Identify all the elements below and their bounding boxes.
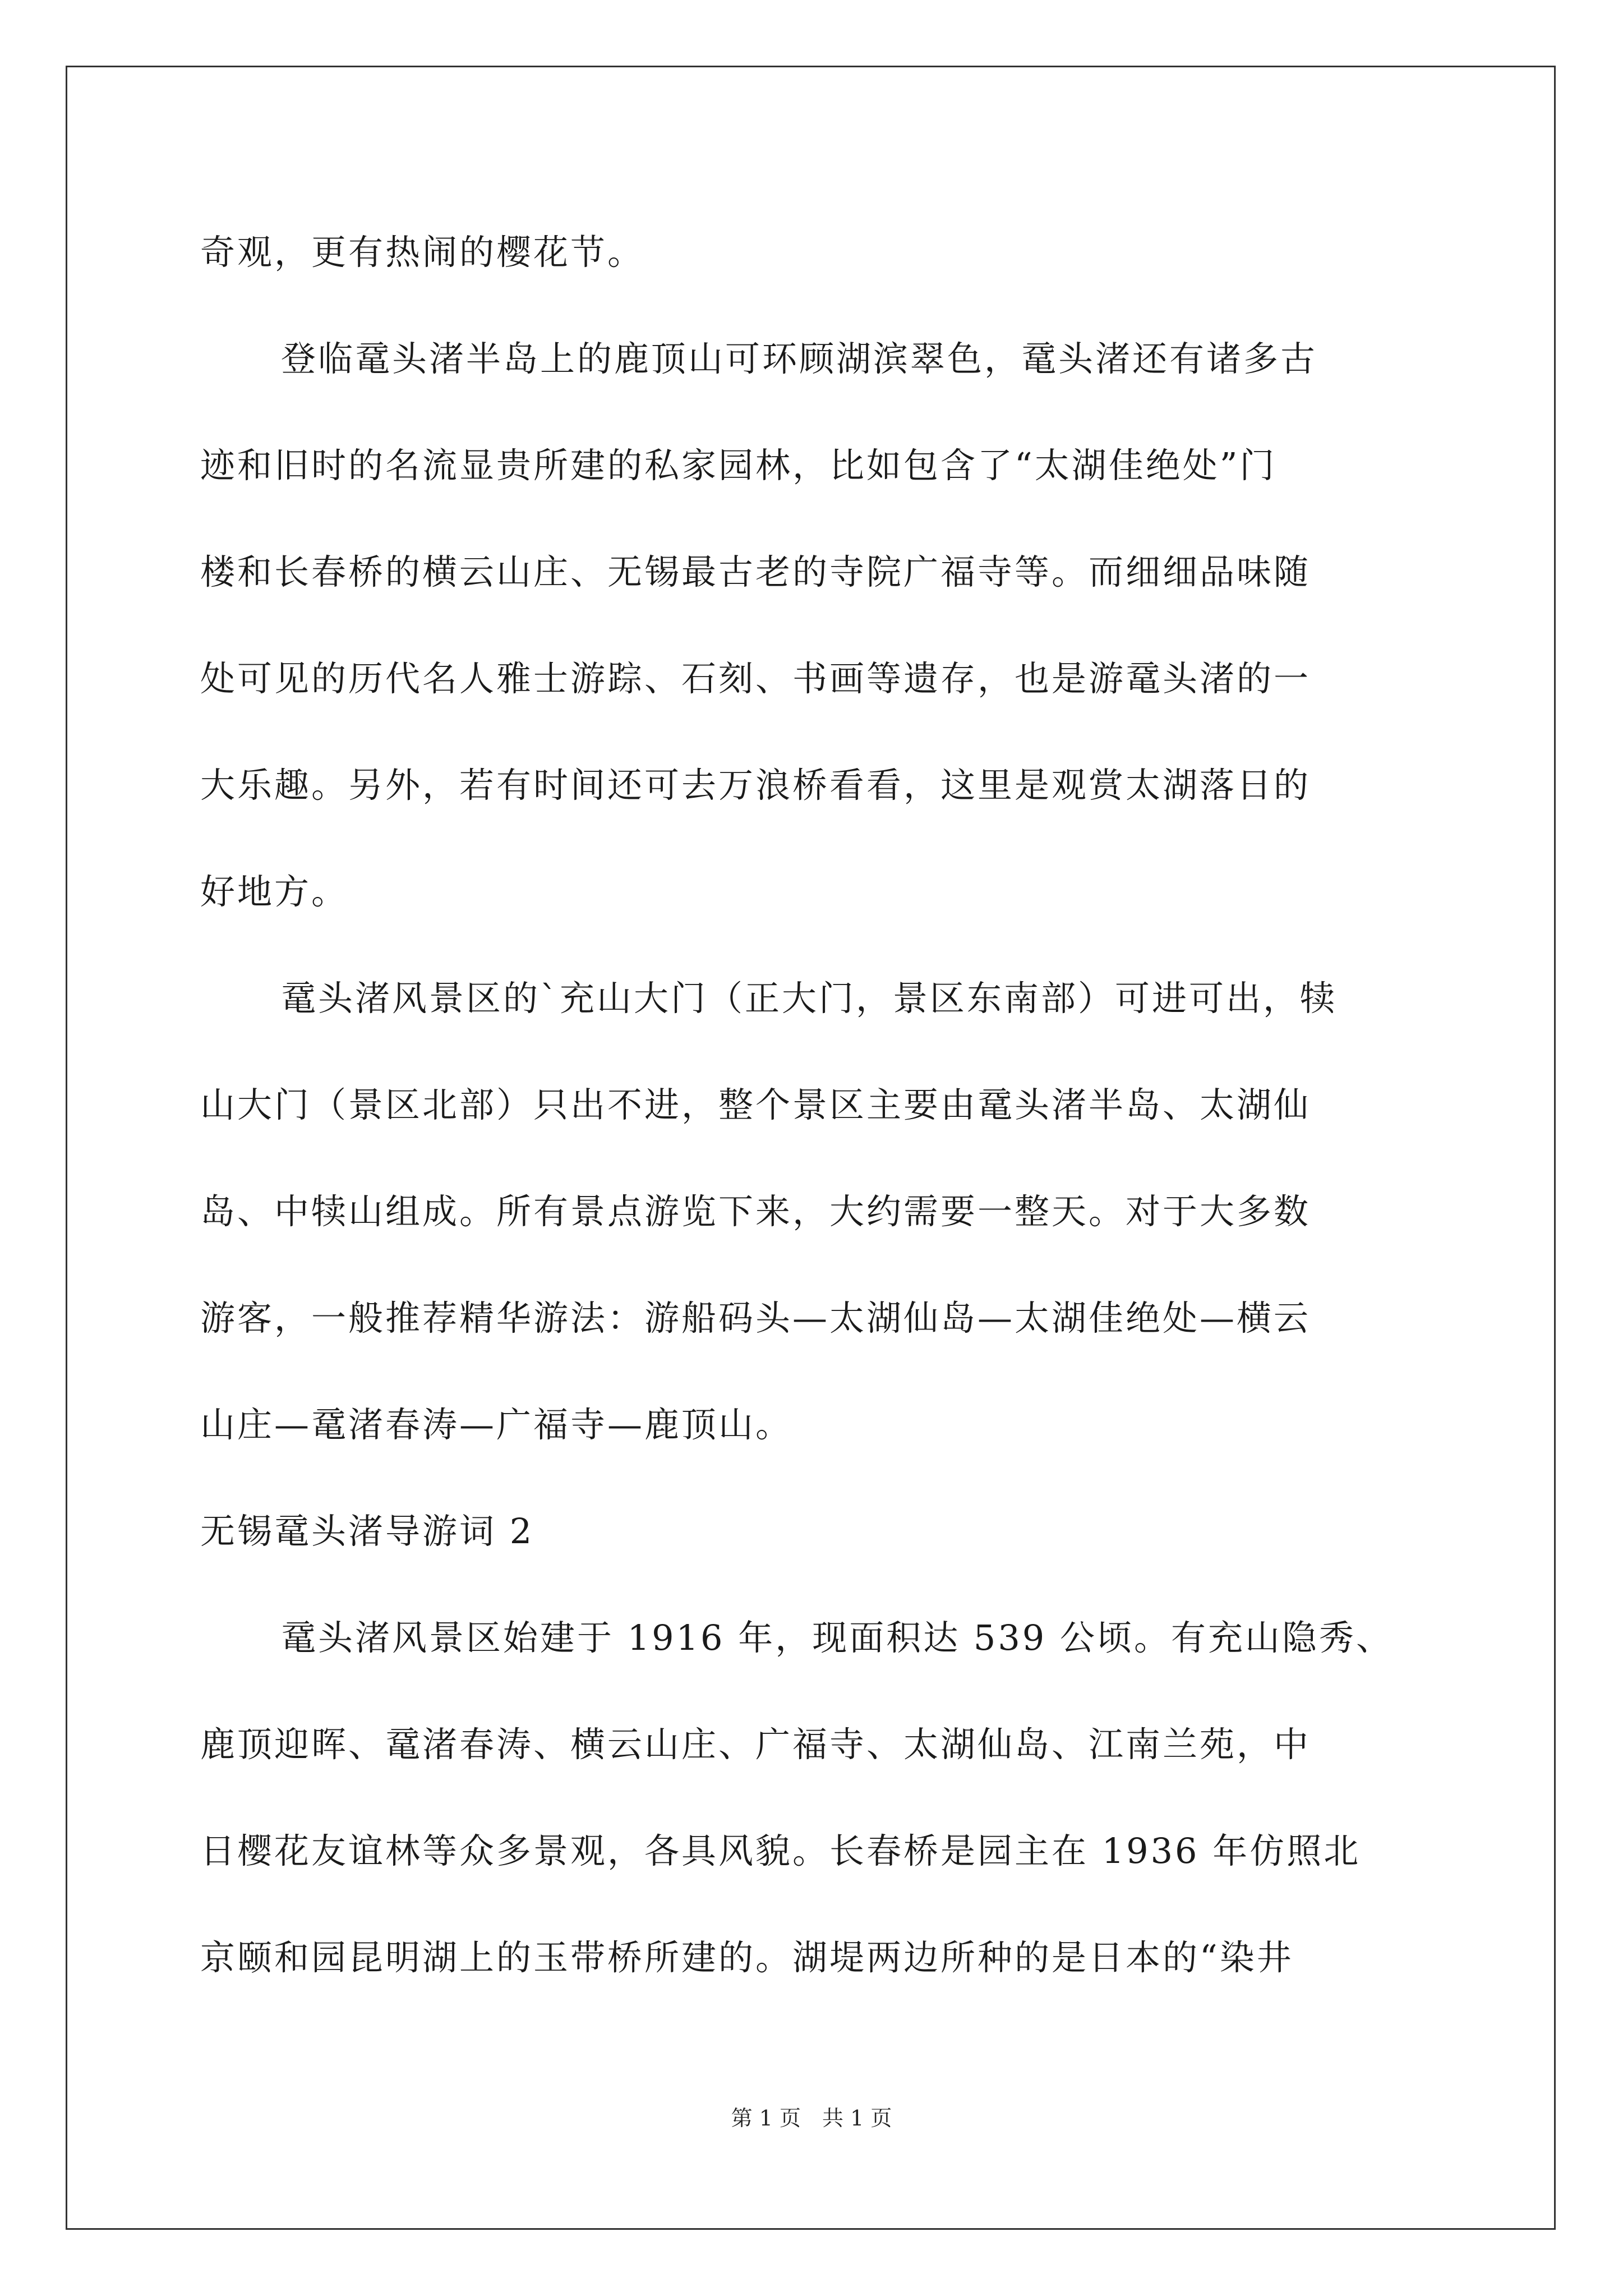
text-line: 处可见的历代名人雅士游踪、石刻、书画等遗存，也是游鼋头渚的一 (200, 658, 1311, 699)
text-line: 鹿顶迎晖、鼋渚春涛、横云山庄、广福寺、太湖仙岛、江南兰苑，中 (200, 1724, 1311, 1765)
text-line: 山大门（景区北部）只出不进，整个景区主要由鼋头渚半岛、太湖仙 (200, 1084, 1311, 1125)
text-line: 大乐趣。另外，若有时间还可去万浪桥看看，这里是观赏太湖落日的 (200, 765, 1311, 806)
paragraph-start-line: 登临鼋头渚半岛上的鹿顶山可环顾湖滨翠色，鼋头渚还有诸多古 (281, 338, 1318, 379)
text-line: 迹和旧时的名流显贵所建的私家园林，比如包含了“太湖佳绝处”门 (200, 445, 1277, 486)
text-line: 好地方。 (200, 871, 349, 912)
paragraph-start-line: 鼋头渚风景区始建于 1916 年，现面积达 539 公顷。有充山隐秀、 (281, 1617, 1393, 1658)
text-line: 楼和长春桥的横云山庄、无锡最古老的寺院广福寺等。而细细品味随 (200, 551, 1311, 592)
section-heading: 无锡鼋头渚导游词 2 (200, 1511, 534, 1552)
text-line: 山庄—鼋渚春涛—广福寺—鹿顶山。 (200, 1404, 793, 1445)
document-body (200, 219, 1423, 2031)
text-line: 游客，一般推荐精华游法：游船码头—太湖仙岛—太湖佳绝处—横云 (200, 1297, 1311, 1338)
text-line: 奇观，更有热闹的樱花节。 (200, 232, 645, 273)
text-line: 京颐和园昆明湖上的玉带桥所建的。湖堤两边所种的是日本的“染井 (200, 1937, 1294, 1978)
page-footer: 第 1 页 共 1 页 (731, 2106, 892, 2131)
paragraph-start-line: 鼋头渚风景区的`充山大门（正大门，景区东南部）可进可出，犊 (281, 978, 1338, 1019)
text-line: 岛、中犊山组成。所有景点游览下来，大约需要一整天。对于大多数 (200, 1191, 1311, 1232)
text-line: 日樱花友谊林等众多景观，各具风貌。长春桥是园主在 1936 年仿照北 (200, 1830, 1361, 1871)
